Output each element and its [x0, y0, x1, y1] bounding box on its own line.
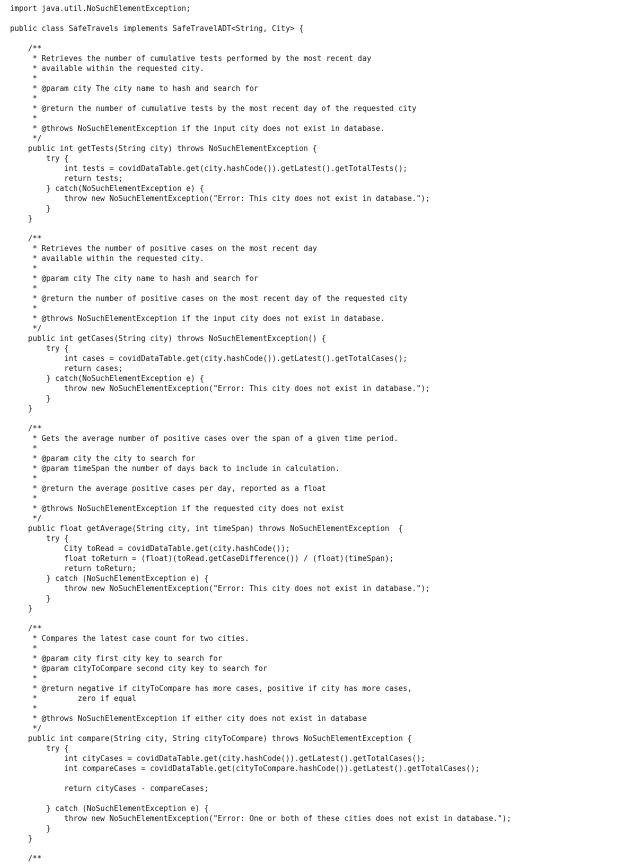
code-line: public float getAverage(String city, int timeSpan) throws NoSuchElementException {	[10, 524, 403, 533]
code-line: try {	[10, 534, 69, 543]
code-line: throw new NoSuchElementException("Error: This city does not exist in database.");	[10, 194, 430, 203]
code-line: * Retrieves the number of cumulative tests performed by the most recent day	[10, 54, 372, 63]
code-line: *	[10, 704, 38, 713]
code-line: int cases = covidDataTable.get(city.hashCode()).getLatest().getTotalCases();	[10, 354, 408, 363]
code-line: *	[10, 444, 38, 453]
code-line: throw new NoSuchElementException("Error: This city does not exist in database.");	[10, 384, 430, 393]
code-line: /**	[10, 424, 42, 433]
code-line: *	[10, 114, 38, 123]
code-line: public int compare(String city, String cityToCompare) throws NoSuchElementException {	[10, 734, 412, 743]
code-line: return cases;	[10, 364, 123, 373]
code-line: *	[10, 94, 38, 103]
code-line: *	[10, 264, 38, 273]
code-line: *	[10, 74, 38, 83]
code-line: * @return the average positive cases per day, reported as a float	[10, 484, 327, 493]
code-line: *	[10, 304, 38, 313]
code-line: }	[10, 824, 51, 833]
code-line: throw new NoSuchElementException("Error: One or both of these cities does not exist in database.");	[10, 814, 512, 823]
code-line: * @return negative if cityToCompare has more cases, positive if city has more cases,	[10, 684, 412, 693]
code-line: *	[10, 494, 38, 503]
code-line: */	[10, 134, 42, 143]
code-line: * @param city The city name to hash and search for	[10, 84, 259, 93]
code-line: return cityCases - compareCases;	[10, 784, 209, 793]
code-line: */	[10, 324, 42, 333]
code-line: * @param timeSpan the number of days back to include in calculation.	[10, 464, 340, 473]
code-line: * @throws NoSuchElementException if either city does not exist in database	[10, 714, 367, 723]
code-line: try {	[10, 154, 69, 163]
code-line: }	[10, 204, 51, 213]
code-line: /**	[10, 854, 42, 863]
code-line: *	[10, 284, 38, 293]
code-line: float toReturn = (float)(toRead.getCaseDifference()) / (float)(timeSpan);	[10, 554, 394, 563]
code-line: return toReturn;	[10, 564, 137, 573]
code-line: public int getTests(String city) throws NoSuchElementException {	[10, 144, 318, 153]
code-line: }	[10, 604, 33, 613]
code-line: *	[10, 674, 38, 683]
code-line: } catch (NoSuchElementException e) {	[10, 574, 209, 583]
code-line: */	[10, 724, 42, 733]
code-line: * @throws NoSuchElementException if the requested city does not exist	[10, 504, 345, 513]
code-line: *	[10, 474, 38, 483]
code-line: throw new NoSuchElementException("Error: This city does not exist in database.");	[10, 584, 430, 593]
code-line: import java.util.NoSuchElementException;	[10, 4, 191, 13]
code-line: /**	[10, 624, 42, 633]
code-line: }	[10, 214, 33, 223]
code-line: * available within the requested city.	[10, 254, 205, 263]
code-line: }	[10, 834, 33, 843]
code-line: */	[10, 514, 42, 523]
code-line: /**	[10, 234, 42, 243]
code-line: * Retrieves the number of positive cases on the most recent day	[10, 244, 318, 253]
code-line: * @param city The city name to hash and search for	[10, 274, 259, 283]
code-line: }	[10, 404, 33, 413]
code-line: * available within the requested city.	[10, 64, 205, 73]
code-line: * @throws NoSuchElementException if the input city does not exist in database.	[10, 124, 385, 133]
code-line: * @return the number of cumulative tests by the most recent day of the requested city	[10, 104, 417, 113]
code-line: * Gets the average number of positive cases over the span of a given time period.	[10, 434, 399, 443]
code-line: }	[10, 394, 51, 403]
code-line: * @param cityToCompare second city key to search for	[10, 664, 268, 673]
code-line: *	[10, 644, 38, 653]
code-line: * zero if equal	[10, 694, 137, 703]
code-line: } catch(NoSuchElementException e) {	[10, 184, 205, 193]
code-line: } catch(NoSuchElementException e) {	[10, 374, 205, 383]
code-line: * Compares the latest case count for two cities.	[10, 634, 250, 643]
code-line: * @param city first city key to search for	[10, 654, 223, 663]
code-line: int cityCases = covidDataTable.get(city.hashCode()).getLatest().getTotalCases();	[10, 754, 426, 763]
code-line: } catch (NoSuchElementException e) {	[10, 804, 209, 813]
code-line: /**	[10, 44, 42, 53]
code-line: try {	[10, 344, 69, 353]
code-line: return tests;	[10, 174, 123, 183]
code-line: }	[10, 594, 51, 603]
code-line: int tests = covidDataTable.get(city.hashCode()).getLatest().getTotalTests();	[10, 164, 408, 173]
code-line: public class SafeTravels implements SafeTravelADT<String, City> {	[10, 24, 304, 33]
code-line: City toRead = covidDataTable.get(city.hashCode());	[10, 544, 290, 553]
code-line: int compareCases = covidDataTable.get(cityToCompare.hashCode()).getLatest().getTotalCases();	[10, 764, 480, 773]
code-line: public int getCases(String city) throws NoSuchElementException() {	[10, 334, 327, 343]
code-line: * @return the number of positive cases on the most recent day of the requested city	[10, 294, 408, 303]
code-line: * @param city the city to search for	[10, 454, 196, 463]
code-line: try {	[10, 744, 69, 753]
code-line: * @throws NoSuchElementException if the input city does not exist in database.	[10, 314, 385, 323]
